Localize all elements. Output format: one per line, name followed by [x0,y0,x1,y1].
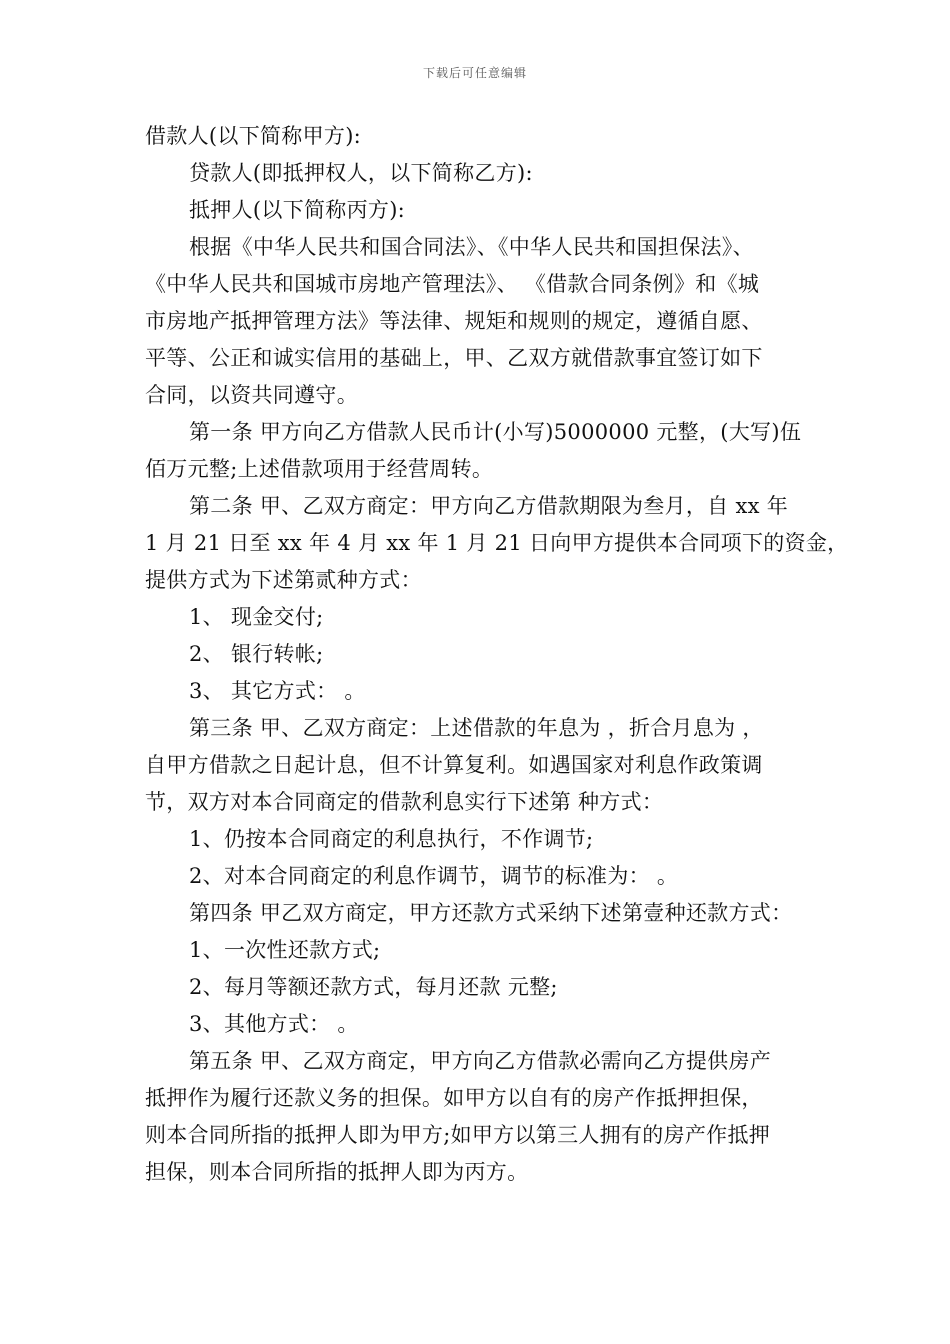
text-line: 借款人(以下简称甲方): [145,124,362,148]
list-item: 3、 其它方式： 。 [189,679,366,703]
text-line: 担保，则本合同所指的抵押人即为丙方。 [145,1160,529,1184]
text-line: 则本合同所指的抵押人即为甲方;如甲方以第三人拥有的房产作抵押 [145,1123,771,1147]
list-item: 1、仍按本合同商定的利息执行，不作调节; [189,827,594,851]
text-line: 市房地产抵押管理方法》等法律、规矩和规则的规定，遵循自愿、 [145,309,763,333]
list-item: 2、对本合同商定的利息作调节，调节的标准为： 。 [189,864,679,888]
text-line: 《中华人民共和国城市房地产管理法》、 《借款合同条例》和《城 [145,272,760,296]
text-line: 抵押人(以下简称丙方): [189,198,406,222]
text-line: 第三条 甲、乙双方商定：上述借款的年息为 ，折合月息为 ， [189,716,764,740]
list-item: 3、其他方式： 。 [189,1012,359,1036]
text-line: 第二条 甲、乙双方商定：甲方向乙方借款期限为叁月，自 xx 年 [189,494,789,518]
text-line: 佰万元整;上述借款项用于经营周转。 [145,457,494,481]
text-line: 1 月 21 日至 xx 年 4 月 xx 年 1 月 21 日向甲方提供本合同项下的资金， [145,531,849,555]
text-line: 第五条 甲、乙双方商定，甲方向乙方借款必需向乙方提供房产 [189,1049,772,1073]
list-item: 1、一次性还款方式; [189,938,381,962]
text-line: 提供方式为下述第贰种方式： [145,568,422,592]
text-line: 贷款人(即抵押权人，以下简称乙方): [189,161,533,185]
text-line: 合同，以资共同遵守。 [145,383,358,407]
text-line: 抵押作为履行还款义务的担保。如甲方以自有的房产作抵押担保， [145,1086,763,1110]
contract-body [145,118,849,1191]
text-line: 节，双方对本合同商定的借款利息实行下述第 种方式： [145,790,664,814]
list-item: 2、 银行转帐; [189,642,324,666]
text-line: 根据《中华人民共和国合同法》、《中华人民共和国担保法》、 [189,235,754,259]
text-line: 自甲方借款之日起计息，但不计算复利。如遇国家对利息作政策调 [145,753,763,777]
text-line: 第一条 甲方向乙方借款人民币计(小写)5000000 元整，(大写)伍 [189,420,802,444]
page-header: 下载后可任意编辑 [422,66,527,80]
list-item: 2、每月等额还款方式，每月还款 元整; [189,975,558,999]
text-line: 平等、公正和诚实信用的基础上，甲、乙双方就借款事宜签订如下 [145,346,763,370]
list-item: 1、 现金交付; [189,605,324,629]
text-line: 第四条 甲乙双方商定，甲方还款方式采纳下述第壹种还款方式： [189,901,793,925]
